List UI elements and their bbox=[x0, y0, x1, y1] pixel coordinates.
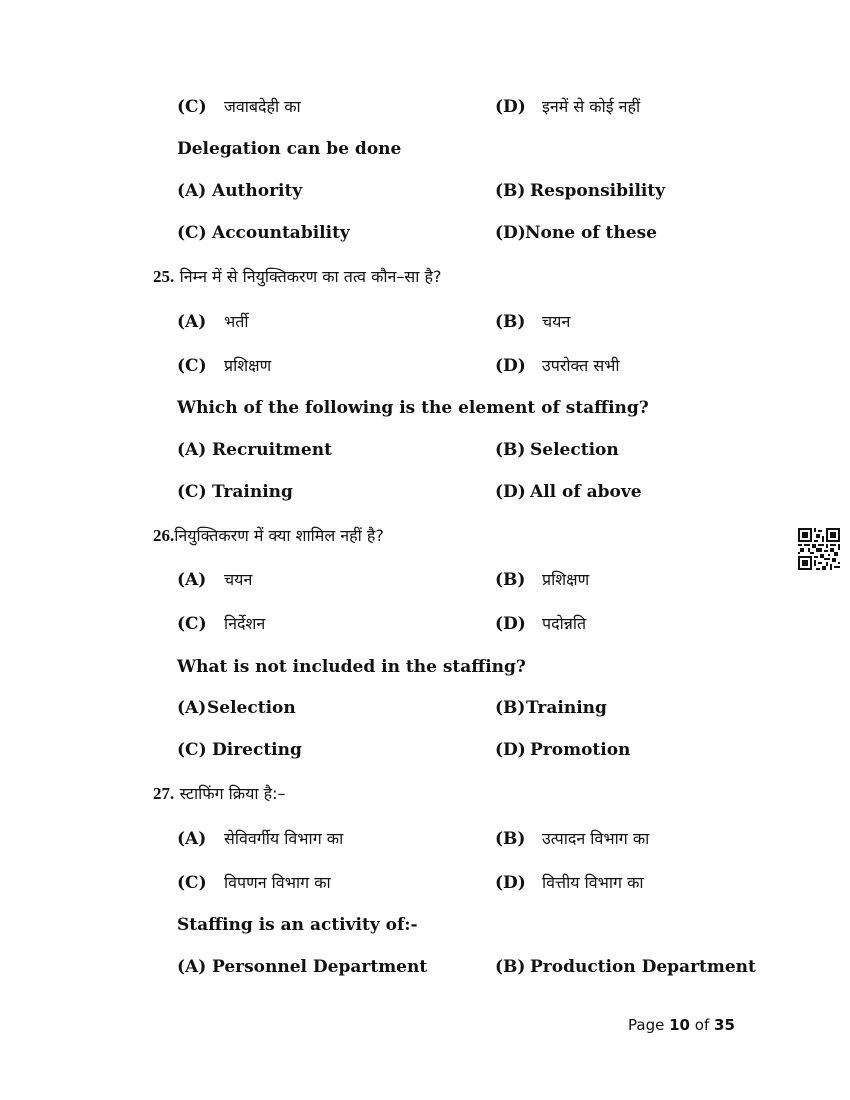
option-letter: (D) bbox=[495, 873, 526, 893]
option-text: चयन bbox=[224, 570, 253, 589]
option-text: Selection bbox=[530, 440, 619, 460]
option-c bbox=[177, 223, 350, 243]
question-number: 25. bbox=[153, 267, 175, 286]
question-text-en: What is not included in the staffing? bbox=[177, 657, 526, 677]
option-row bbox=[0, 223, 850, 253]
option-text: उपरोक्त सभी bbox=[542, 356, 620, 375]
question-25-hindi bbox=[153, 265, 441, 287]
option-c bbox=[177, 871, 331, 893]
option-letter: (C) bbox=[177, 614, 207, 634]
option-text: Personnel Department bbox=[212, 957, 428, 977]
question-text-en: Staffing is an activity of:- bbox=[177, 915, 418, 935]
of-word: of bbox=[694, 1016, 710, 1034]
option-d bbox=[495, 482, 642, 502]
option-text: Selection bbox=[207, 698, 296, 718]
option-text: प्रशिक्षण bbox=[224, 356, 272, 375]
option-letter: (D) bbox=[495, 223, 526, 243]
question-26-hindi bbox=[153, 524, 384, 546]
option-text: प्रशिक्षण bbox=[542, 570, 590, 589]
option-letter: (D) bbox=[495, 356, 526, 376]
option-b bbox=[495, 181, 665, 201]
option-letter: (B) bbox=[495, 312, 526, 332]
option-text: विपणन विभाग का bbox=[224, 873, 331, 892]
option-letter: (C) bbox=[177, 223, 207, 243]
option-b bbox=[495, 310, 570, 332]
option-text: None of these bbox=[525, 223, 657, 243]
option-letter: (C) bbox=[177, 356, 207, 376]
option-row bbox=[0, 181, 850, 211]
option-row bbox=[0, 871, 850, 901]
option-letter: (A) bbox=[177, 957, 207, 977]
option-text: इनमें से कोई नहीं bbox=[542, 97, 641, 116]
option-row bbox=[0, 354, 850, 384]
option-b bbox=[495, 827, 649, 849]
question-text-hi: नियुक्तिकरण में क्या शामिल नहीं है? bbox=[174, 526, 384, 545]
option-text: निर्देशन bbox=[224, 614, 266, 633]
option-text: Production Department bbox=[530, 957, 756, 977]
option-a bbox=[177, 181, 302, 201]
option-row bbox=[0, 440, 850, 470]
question-text-hi: निम्न में से नियुक्तिकरण का तत्व कौन–सा है? bbox=[179, 267, 442, 286]
option-d bbox=[495, 223, 657, 243]
option-letter: (A) bbox=[177, 698, 207, 718]
option-text: Training bbox=[526, 698, 607, 718]
option-letter: (B) bbox=[495, 181, 526, 201]
option-text: उत्पादन विभाग का bbox=[542, 829, 650, 848]
question-27-hindi bbox=[153, 782, 286, 804]
option-d bbox=[495, 354, 620, 376]
option-letter: (B) bbox=[495, 829, 526, 849]
option-letter: (B) bbox=[495, 957, 526, 977]
option-text: Accountability bbox=[212, 223, 350, 243]
option-a bbox=[177, 698, 296, 718]
option-letter: (A) bbox=[177, 312, 207, 332]
option-letter: (D) bbox=[495, 97, 526, 117]
option-letter: (C) bbox=[177, 482, 207, 502]
option-row bbox=[0, 957, 850, 987]
option-row bbox=[0, 310, 850, 340]
question-text-en: Which of the following is the element of staffing? bbox=[177, 398, 649, 418]
option-letter: (B) bbox=[495, 440, 526, 460]
option-d bbox=[495, 740, 630, 760]
option-row bbox=[0, 698, 850, 728]
option-a bbox=[177, 568, 252, 590]
option-row bbox=[0, 827, 850, 857]
total-pages: 35 bbox=[714, 1016, 735, 1034]
option-letter: (B) bbox=[495, 570, 526, 590]
option-a bbox=[177, 440, 332, 460]
option-text: Recruitment bbox=[212, 440, 332, 460]
option-text: वित्तीय विभाग का bbox=[542, 873, 644, 892]
option-text: Promotion bbox=[530, 740, 631, 760]
option-c bbox=[177, 354, 271, 376]
option-letter: (D) bbox=[495, 740, 526, 760]
option-text: जवाबदेही का bbox=[224, 97, 301, 116]
option-text: सेविवर्गीय विभाग का bbox=[224, 829, 344, 848]
option-text: Directing bbox=[212, 740, 302, 760]
option-text: पदोन्नति bbox=[542, 614, 587, 633]
option-text: भर्ती bbox=[224, 312, 249, 331]
option-a bbox=[177, 957, 427, 977]
option-row bbox=[0, 95, 850, 125]
current-page: 10 bbox=[669, 1016, 690, 1034]
option-letter: (D) bbox=[495, 614, 526, 634]
option-b bbox=[495, 957, 756, 977]
option-b bbox=[495, 698, 607, 718]
option-letter: (A) bbox=[177, 829, 207, 849]
option-c bbox=[177, 740, 302, 760]
option-text: All of above bbox=[530, 482, 642, 502]
option-d bbox=[495, 612, 586, 634]
option-row bbox=[0, 568, 850, 598]
option-c bbox=[177, 612, 265, 634]
option-letter: (C) bbox=[177, 873, 207, 893]
option-text: Authority bbox=[212, 181, 303, 201]
option-a bbox=[177, 310, 249, 332]
qr-code-icon bbox=[798, 528, 840, 570]
question-number: 27. bbox=[153, 784, 175, 803]
option-letter: (A) bbox=[177, 440, 207, 460]
option-c bbox=[177, 482, 293, 502]
question-number: 26. bbox=[153, 526, 175, 545]
option-letter: (D) bbox=[495, 482, 526, 502]
page-footer bbox=[628, 1016, 735, 1034]
option-letter: (B) bbox=[495, 698, 526, 718]
option-d bbox=[495, 871, 644, 893]
option-b bbox=[495, 568, 589, 590]
page-word: Page bbox=[628, 1016, 665, 1034]
option-text: Training bbox=[212, 482, 293, 502]
option-text: चयन bbox=[542, 312, 571, 331]
option-a bbox=[177, 827, 343, 849]
option-d bbox=[495, 95, 640, 117]
option-letter: (C) bbox=[177, 97, 207, 117]
option-text: Responsibility bbox=[530, 181, 666, 201]
option-row bbox=[0, 482, 850, 512]
option-letter: (A) bbox=[177, 570, 207, 590]
option-b bbox=[495, 440, 619, 460]
question-text-hi: स्टाफिंग क्रिया है:– bbox=[179, 784, 286, 803]
option-c bbox=[177, 95, 301, 117]
option-letter: (A) bbox=[177, 181, 207, 201]
option-row bbox=[0, 612, 850, 642]
question-text-en: Delegation can be done bbox=[177, 139, 402, 159]
option-letter: (C) bbox=[177, 740, 207, 760]
option-row bbox=[0, 740, 850, 770]
